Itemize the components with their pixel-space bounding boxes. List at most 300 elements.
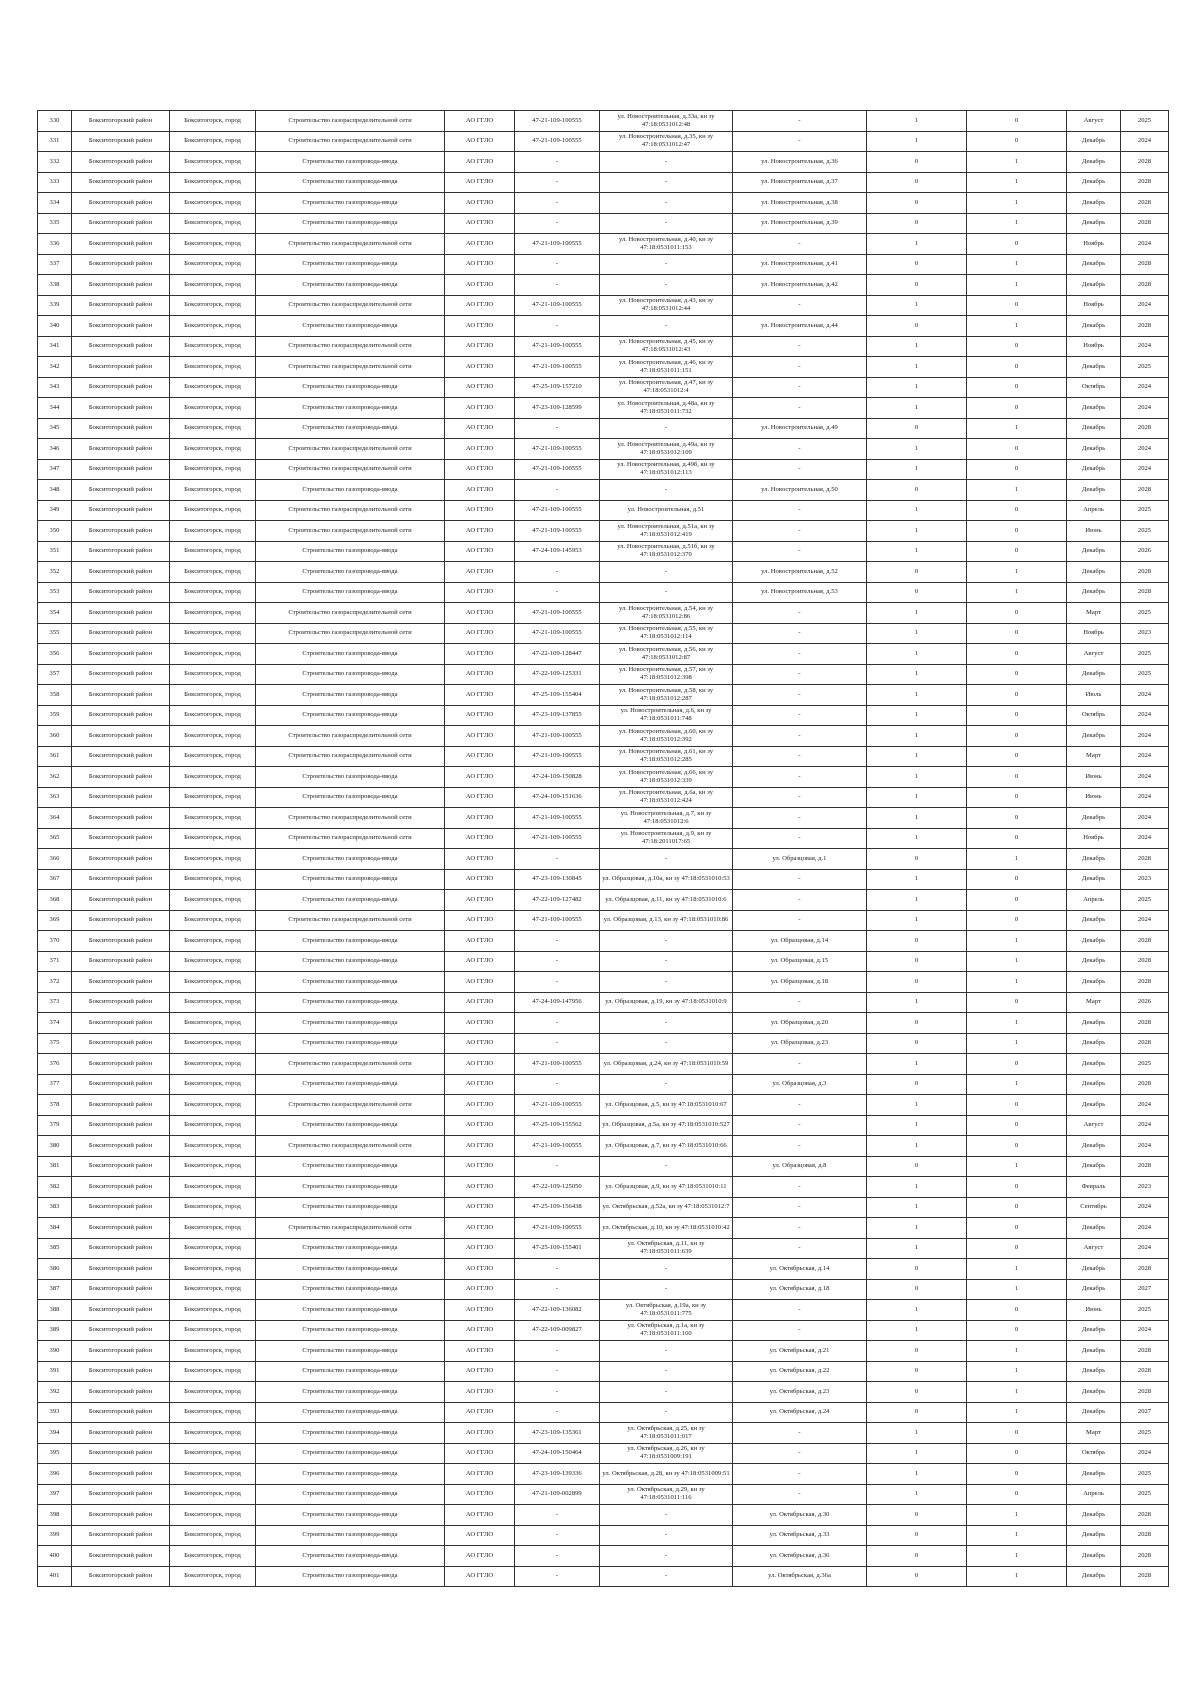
address-input-cell: ул. Образцовая, д.20 — [733, 1013, 867, 1034]
count-a-cell: 0 — [867, 316, 967, 337]
row-number: 348 — [38, 480, 72, 501]
count-a-cell: 1 — [867, 869, 967, 890]
row-number: 341 — [38, 336, 72, 357]
row-number: 395 — [38, 1443, 72, 1464]
row-number: 388 — [38, 1300, 72, 1321]
table-row — [38, 685, 1169, 706]
month-cell: Декабрь — [1067, 357, 1121, 378]
address-input-cell: ул. Новостроительная, д.53 — [733, 582, 867, 603]
code-cell: - — [515, 1279, 600, 1300]
district-cell: Бокситогорский район — [72, 1484, 170, 1505]
row-number: 394 — [38, 1423, 72, 1444]
locality-cell: Бокситогорск, город — [170, 1218, 256, 1239]
code-cell: 47-21-109-100555 — [515, 1136, 600, 1157]
row-number: 381 — [38, 1156, 72, 1177]
district-cell: Бокситогорский район — [72, 541, 170, 562]
address-cell: ул. Новостроительная, д.51 — [600, 500, 733, 521]
address-input-cell: - — [733, 1238, 867, 1259]
address-input-cell: - — [733, 910, 867, 931]
address-cell: ул. Новостроительная, д.47, кн зу 47:18:0531012:4 — [600, 377, 733, 398]
organization-cell: АО ГГЛО — [445, 1218, 515, 1239]
address-input-cell: - — [733, 131, 867, 152]
count-b-cell: 0 — [967, 1095, 1067, 1116]
year-cell: 2024 — [1121, 808, 1169, 829]
count-a-cell: 1 — [867, 357, 967, 378]
organization-cell: АО ГГЛО — [445, 152, 515, 173]
address-input-cell: - — [733, 685, 867, 706]
district-cell: Бокситогорский район — [72, 1566, 170, 1587]
organization-cell: АО ГГЛО — [445, 1238, 515, 1259]
count-a-cell: 0 — [867, 275, 967, 296]
organization-cell: АО ГГЛО — [445, 316, 515, 337]
district-cell: Бокситогорский район — [72, 1464, 170, 1485]
work-type-cell: Строительство газопровода-ввода — [256, 767, 445, 788]
year-cell: 2028 — [1121, 1505, 1169, 1526]
work-type-cell: Строительство газопровода-ввода — [256, 972, 445, 993]
work-type-cell: Строительство газораспределительной сети — [256, 336, 445, 357]
address-input-cell: - — [733, 1443, 867, 1464]
work-type-cell: Строительство газопровода-ввода — [256, 1423, 445, 1444]
work-type-cell: Строительство газопровода-ввода — [256, 1259, 445, 1280]
locality-cell: Бокситогорск, город — [170, 726, 256, 747]
table-row — [38, 316, 1169, 337]
year-cell: 2028 — [1121, 1382, 1169, 1403]
count-b-cell: 0 — [967, 521, 1067, 542]
month-cell: Декабрь — [1067, 1402, 1121, 1423]
year-cell: 2024 — [1121, 459, 1169, 480]
table-row — [38, 500, 1169, 521]
address-cell: - — [600, 193, 733, 214]
count-a-cell: 0 — [867, 193, 967, 214]
table-row — [38, 172, 1169, 193]
row-number: 360 — [38, 726, 72, 747]
address-cell: ул. Октябрьская, д.11, кн зу 47:18:0531011:639 — [600, 1238, 733, 1259]
locality-cell: Бокситогорск, город — [170, 808, 256, 829]
code-cell: - — [515, 1361, 600, 1382]
address-input-cell: - — [733, 1423, 867, 1444]
year-cell: 2024 — [1121, 1115, 1169, 1136]
row-number: 345 — [38, 418, 72, 439]
year-cell: 2028 — [1121, 972, 1169, 993]
code-cell: - — [515, 582, 600, 603]
year-cell: 2025 — [1121, 1054, 1169, 1075]
organization-cell: АО ГГЛО — [445, 705, 515, 726]
address-cell: ул. Октябрьская, д.26, кн зу 47:18:0531009:191 — [600, 1443, 733, 1464]
count-b-cell: 0 — [967, 1238, 1067, 1259]
organization-cell: АО ГГЛО — [445, 1525, 515, 1546]
locality-cell: Бокситогорск, город — [170, 316, 256, 337]
work-type-cell: Строительство газораспределительной сети — [256, 828, 445, 849]
year-cell: 2028 — [1121, 213, 1169, 234]
work-type-cell: Строительство газораспределительной сети — [256, 808, 445, 829]
organization-cell: АО ГГЛО — [445, 295, 515, 316]
count-a-cell: 1 — [867, 808, 967, 829]
count-b-cell: 0 — [967, 705, 1067, 726]
work-type-cell: Строительство газопровода-ввода — [256, 480, 445, 501]
locality-cell: Бокситогорск, город — [170, 541, 256, 562]
district-cell: Бокситогорский район — [72, 1218, 170, 1239]
code-cell: 47-22-109-128447 — [515, 644, 600, 665]
address-input-cell: ул. Октябрьская, д.36 — [733, 1546, 867, 1567]
district-cell: Бокситогорский район — [72, 1156, 170, 1177]
work-type-cell: Строительство газораспределительной сети — [256, 234, 445, 255]
count-b-cell: 0 — [967, 439, 1067, 460]
count-b-cell: 1 — [967, 172, 1067, 193]
district-cell: Бокситогорский район — [72, 295, 170, 316]
count-b-cell: 1 — [967, 1341, 1067, 1362]
address-input-cell: - — [733, 459, 867, 480]
code-cell: 47-23-109-139336 — [515, 1464, 600, 1485]
work-type-cell: Строительство газопровода-ввода — [256, 562, 445, 583]
year-cell: 2024 — [1121, 1443, 1169, 1464]
month-cell: Сентябрь — [1067, 1197, 1121, 1218]
month-cell: Декабрь — [1067, 1341, 1121, 1362]
table-row — [38, 972, 1169, 993]
address-input-cell: ул. Новостроительная, д.41 — [733, 254, 867, 275]
code-cell: 47-21-109-100555 — [515, 910, 600, 931]
year-cell: 2028 — [1121, 1361, 1169, 1382]
code-cell: - — [515, 931, 600, 952]
work-type-cell: Строительство газопровода-ввода — [256, 172, 445, 193]
count-b-cell: 1 — [967, 275, 1067, 296]
code-cell: 47-22-109-136082 — [515, 1300, 600, 1321]
address-cell: - — [600, 951, 733, 972]
locality-cell: Бокситогорск, город — [170, 1382, 256, 1403]
year-cell: 2024 — [1121, 377, 1169, 398]
work-type-cell: Строительство газопровода-ввода — [256, 1382, 445, 1403]
address-cell: - — [600, 1259, 733, 1280]
locality-cell: Бокситогорск, город — [170, 746, 256, 767]
address-input-cell: ул. Образцовая, д.23 — [733, 1033, 867, 1054]
table-row — [38, 1115, 1169, 1136]
month-cell: Декабрь — [1067, 1156, 1121, 1177]
table-row — [38, 869, 1169, 890]
locality-cell: Бокситогорск, город — [170, 234, 256, 255]
month-cell: Декабрь — [1067, 398, 1121, 419]
year-cell: 2024 — [1121, 705, 1169, 726]
count-a-cell: 1 — [867, 1300, 967, 1321]
year-cell: 2028 — [1121, 316, 1169, 337]
year-cell: 2028 — [1121, 1566, 1169, 1587]
locality-cell: Бокситогорск, город — [170, 377, 256, 398]
row-number: 357 — [38, 664, 72, 685]
organization-cell: АО ГГЛО — [445, 828, 515, 849]
code-cell: 47-25-109-157210 — [515, 377, 600, 398]
work-type-cell: Строительство газопровода-ввода — [256, 193, 445, 214]
address-input-cell: - — [733, 869, 867, 890]
address-cell: ул. Новостроительная, д.56, кн зу 47:18:0531012:87 — [600, 644, 733, 665]
code-cell: 47-24-109-150464 — [515, 1443, 600, 1464]
table-row — [38, 459, 1169, 480]
month-cell: Август — [1067, 1238, 1121, 1259]
organization-cell: АО ГГЛО — [445, 1423, 515, 1444]
month-cell: Февраль — [1067, 1177, 1121, 1198]
month-cell: Декабрь — [1067, 480, 1121, 501]
organization-cell: АО ГГЛО — [445, 931, 515, 952]
district-cell: Бокситогорский район — [72, 623, 170, 644]
locality-cell: Бокситогорск, город — [170, 254, 256, 275]
district-cell: Бокситогорский район — [72, 316, 170, 337]
locality-cell: Бокситогорск, город — [170, 951, 256, 972]
code-cell: 47-24-109-150828 — [515, 767, 600, 788]
year-cell: 2025 — [1121, 1300, 1169, 1321]
code-cell: 47-23-109-128599 — [515, 398, 600, 419]
year-cell: 2028 — [1121, 1546, 1169, 1567]
address-input-cell: ул. Новостроительная, д.42 — [733, 275, 867, 296]
address-cell: ул. Новостроительная, д.45, кн зу 47:18:0531012:43 — [600, 336, 733, 357]
organization-cell: АО ГГЛО — [445, 1505, 515, 1526]
organization-cell: АО ГГЛО — [445, 1177, 515, 1198]
work-type-cell: Строительство газопровода-ввода — [256, 1402, 445, 1423]
address-input-cell: - — [733, 1177, 867, 1198]
locality-cell: Бокситогорск, город — [170, 1525, 256, 1546]
row-number: 342 — [38, 357, 72, 378]
address-input-cell: ул. Октябрьская, д.24 — [733, 1402, 867, 1423]
code-cell: - — [515, 172, 600, 193]
locality-cell: Бокситогорск, город — [170, 1177, 256, 1198]
address-input-cell: - — [733, 1464, 867, 1485]
table-row — [38, 1156, 1169, 1177]
table-row — [38, 726, 1169, 747]
work-type-cell: Строительство газораспределительной сети — [256, 500, 445, 521]
month-cell: Декабрь — [1067, 459, 1121, 480]
year-cell: 2025 — [1121, 603, 1169, 624]
table-row — [38, 1177, 1169, 1198]
count-b-cell: 0 — [967, 1054, 1067, 1075]
work-type-cell: Строительство газопровода-ввода — [256, 1074, 445, 1095]
organization-cell: АО ГГЛО — [445, 480, 515, 501]
district-cell: Бокситогорский район — [72, 1279, 170, 1300]
count-b-cell: 0 — [967, 644, 1067, 665]
organization-cell: АО ГГЛО — [445, 1566, 515, 1587]
organization-cell: АО ГГЛО — [445, 439, 515, 460]
locality-cell: Бокситогорск, город — [170, 603, 256, 624]
month-cell: Декабрь — [1067, 931, 1121, 952]
address-cell: - — [600, 849, 733, 870]
address-input-cell: - — [733, 1197, 867, 1218]
table-row — [38, 1279, 1169, 1300]
table-row — [38, 336, 1169, 357]
address-input-cell: - — [733, 746, 867, 767]
code-cell: 47-21-109-100555 — [515, 131, 600, 152]
address-cell: - — [600, 1361, 733, 1382]
year-cell: 2028 — [1121, 931, 1169, 952]
district-cell: Бокситогорский район — [72, 1197, 170, 1218]
count-b-cell: 1 — [967, 972, 1067, 993]
year-cell: 2025 — [1121, 644, 1169, 665]
organization-cell: АО ГГЛО — [445, 869, 515, 890]
row-number: 380 — [38, 1136, 72, 1157]
table-row — [38, 1136, 1169, 1157]
work-type-cell: Строительство газопровода-ввода — [256, 1464, 445, 1485]
locality-cell: Бокситогорск, город — [170, 644, 256, 665]
month-cell: Декабрь — [1067, 664, 1121, 685]
address-cell: ул. Образцовая, д.19, кн зу 47:18:0531010:9 — [600, 992, 733, 1013]
work-type-cell: Строительство газопровода-ввода — [256, 1546, 445, 1567]
address-input-cell: ул. Новостроительная, д.44 — [733, 316, 867, 337]
address-cell: - — [600, 1525, 733, 1546]
code-cell: 47-21-109-100555 — [515, 521, 600, 542]
address-cell: ул. Новостроительная, д.6а, кн зу 47:18:0531012:424 — [600, 787, 733, 808]
count-b-cell: 1 — [967, 1279, 1067, 1300]
organization-cell: АО ГГЛО — [445, 459, 515, 480]
district-cell: Бокситогорский район — [72, 377, 170, 398]
locality-cell: Бокситогорск, город — [170, 562, 256, 583]
work-type-cell: Строительство газораспределительной сети — [256, 111, 445, 132]
row-number: 344 — [38, 398, 72, 419]
address-cell: - — [600, 1279, 733, 1300]
count-a-cell: 1 — [867, 377, 967, 398]
address-input-cell: ул. Новостроительная, д.36 — [733, 152, 867, 173]
locality-cell: Бокситогорск, город — [170, 111, 256, 132]
district-cell: Бокситогорский район — [72, 767, 170, 788]
row-number: 337 — [38, 254, 72, 275]
locality-cell: Бокситогорск, город — [170, 910, 256, 931]
row-number: 372 — [38, 972, 72, 993]
organization-cell: АО ГГЛО — [445, 254, 515, 275]
year-cell: 2025 — [1121, 664, 1169, 685]
address-cell: - — [600, 1074, 733, 1095]
row-number: 362 — [38, 767, 72, 788]
count-a-cell: 1 — [867, 705, 967, 726]
month-cell: Декабрь — [1067, 1320, 1121, 1341]
work-type-cell: Строительство газопровода-ввода — [256, 1320, 445, 1341]
count-a-cell: 1 — [867, 828, 967, 849]
count-a-cell: 1 — [867, 1115, 967, 1136]
organization-cell: АО ГГЛО — [445, 972, 515, 993]
code-cell: - — [515, 193, 600, 214]
row-number: 378 — [38, 1095, 72, 1116]
count-a-cell: 0 — [867, 582, 967, 603]
address-cell: ул. Новостроительная, д.49а, кн зу 47:18:0531012:109 — [600, 439, 733, 460]
count-a-cell: 1 — [867, 398, 967, 419]
work-type-cell: Строительство газопровода-ввода — [256, 582, 445, 603]
count-a-cell: 1 — [867, 336, 967, 357]
code-cell: - — [515, 480, 600, 501]
district-cell: Бокситогорский район — [72, 849, 170, 870]
table-row — [38, 1238, 1169, 1259]
code-cell: 47-21-109-100555 — [515, 295, 600, 316]
address-cell: ул. Октябрьская, д.52а, кн зу 47:18:0531012:7 — [600, 1197, 733, 1218]
row-number: 396 — [38, 1464, 72, 1485]
address-cell: ул. Октябрьская, д.10, кн зу 47:18:0531010:42 — [600, 1218, 733, 1239]
table-row — [38, 992, 1169, 1013]
district-cell: Бокситогорский район — [72, 1525, 170, 1546]
row-number: 389 — [38, 1320, 72, 1341]
organization-cell: АО ГГЛО — [445, 808, 515, 829]
code-cell: 47-21-109-100555 — [515, 459, 600, 480]
locality-cell: Бокситогорск, город — [170, 480, 256, 501]
count-a-cell: 0 — [867, 1156, 967, 1177]
row-number: 347 — [38, 459, 72, 480]
address-cell: - — [600, 972, 733, 993]
year-cell: 2025 — [1121, 357, 1169, 378]
count-b-cell: 1 — [967, 213, 1067, 234]
code-cell: 47-24-109-147956 — [515, 992, 600, 1013]
address-cell: ул. Новостроительная, д.7, кн зу 47:18:0531012:6 — [600, 808, 733, 829]
address-cell: ул. Новостроительная, д.54, кн зу 47:18:0531012:86 — [600, 603, 733, 624]
count-b-cell: 0 — [967, 1177, 1067, 1198]
table-row — [38, 1484, 1169, 1505]
month-cell: Ноябрь — [1067, 828, 1121, 849]
district-cell: Бокситогорский район — [72, 336, 170, 357]
locality-cell: Бокситогорск, город — [170, 1464, 256, 1485]
count-a-cell: 0 — [867, 152, 967, 173]
code-cell: 47-21-109-100555 — [515, 111, 600, 132]
year-cell: 2028 — [1121, 1033, 1169, 1054]
count-b-cell: 0 — [967, 1484, 1067, 1505]
locality-cell: Бокситогорск, город — [170, 787, 256, 808]
table-row — [38, 808, 1169, 829]
organization-cell: АО ГГЛО — [445, 787, 515, 808]
code-cell: 47-23-109-137855 — [515, 705, 600, 726]
address-input-cell: ул. Октябрьская, д.30 — [733, 1505, 867, 1526]
address-cell: - — [600, 213, 733, 234]
table-row — [38, 1013, 1169, 1034]
district-cell: Бокситогорский район — [72, 1095, 170, 1116]
month-cell: Октябрь — [1067, 1443, 1121, 1464]
address-cell: ул. Новостроительная, д.46, кн зу 47:18:0531011:151 — [600, 357, 733, 378]
row-number: 336 — [38, 234, 72, 255]
month-cell: Апрель — [1067, 500, 1121, 521]
organization-cell: АО ГГЛО — [445, 213, 515, 234]
table-row — [38, 910, 1169, 931]
organization-cell: АО ГГЛО — [445, 767, 515, 788]
table-row — [38, 541, 1169, 562]
row-number: 353 — [38, 582, 72, 603]
table-row — [38, 787, 1169, 808]
count-a-cell: 1 — [867, 111, 967, 132]
work-type-cell: Строительство газопровода-ввода — [256, 254, 445, 275]
table-row — [38, 603, 1169, 624]
month-cell: Декабрь — [1067, 910, 1121, 931]
count-b-cell: 1 — [967, 1156, 1067, 1177]
work-type-cell: Строительство газораспределительной сети — [256, 1136, 445, 1157]
month-cell: Декабрь — [1067, 726, 1121, 747]
count-b-cell: 1 — [967, 931, 1067, 952]
address-cell: ул. Октябрьская, д.29, кн зу 47:18:0531011:116 — [600, 1484, 733, 1505]
row-number: 352 — [38, 562, 72, 583]
month-cell: Март — [1067, 603, 1121, 624]
count-a-cell: 0 — [867, 1279, 967, 1300]
row-number: 401 — [38, 1566, 72, 1587]
count-a-cell: 1 — [867, 521, 967, 542]
table-row — [38, 1218, 1169, 1239]
row-number: 351 — [38, 541, 72, 562]
year-cell: 2028 — [1121, 849, 1169, 870]
count-b-cell: 1 — [967, 582, 1067, 603]
count-a-cell: 1 — [867, 685, 967, 706]
table-row — [38, 582, 1169, 603]
address-input-cell: ул. Образцовая, д.1 — [733, 849, 867, 870]
row-number: 335 — [38, 213, 72, 234]
month-cell: Декабрь — [1067, 1033, 1121, 1054]
month-cell: Апрель — [1067, 890, 1121, 911]
work-type-cell: Строительство газопровода-ввода — [256, 1279, 445, 1300]
month-cell: Октябрь — [1067, 377, 1121, 398]
month-cell: Апрель — [1067, 1484, 1121, 1505]
district-cell: Бокситогорский район — [72, 1423, 170, 1444]
code-cell: - — [515, 1546, 600, 1567]
locality-cell: Бокситогорск, город — [170, 1300, 256, 1321]
row-number: 349 — [38, 500, 72, 521]
locality-cell: Бокситогорск, город — [170, 705, 256, 726]
address-input-cell: ул. Новостроительная, д.39 — [733, 213, 867, 234]
work-type-cell: Строительство газопровода-ввода — [256, 1115, 445, 1136]
address-input-cell: ул. Октябрьская, д.22 — [733, 1361, 867, 1382]
month-cell: Декабрь — [1067, 1095, 1121, 1116]
code-cell: 47-22-109-125331 — [515, 664, 600, 685]
